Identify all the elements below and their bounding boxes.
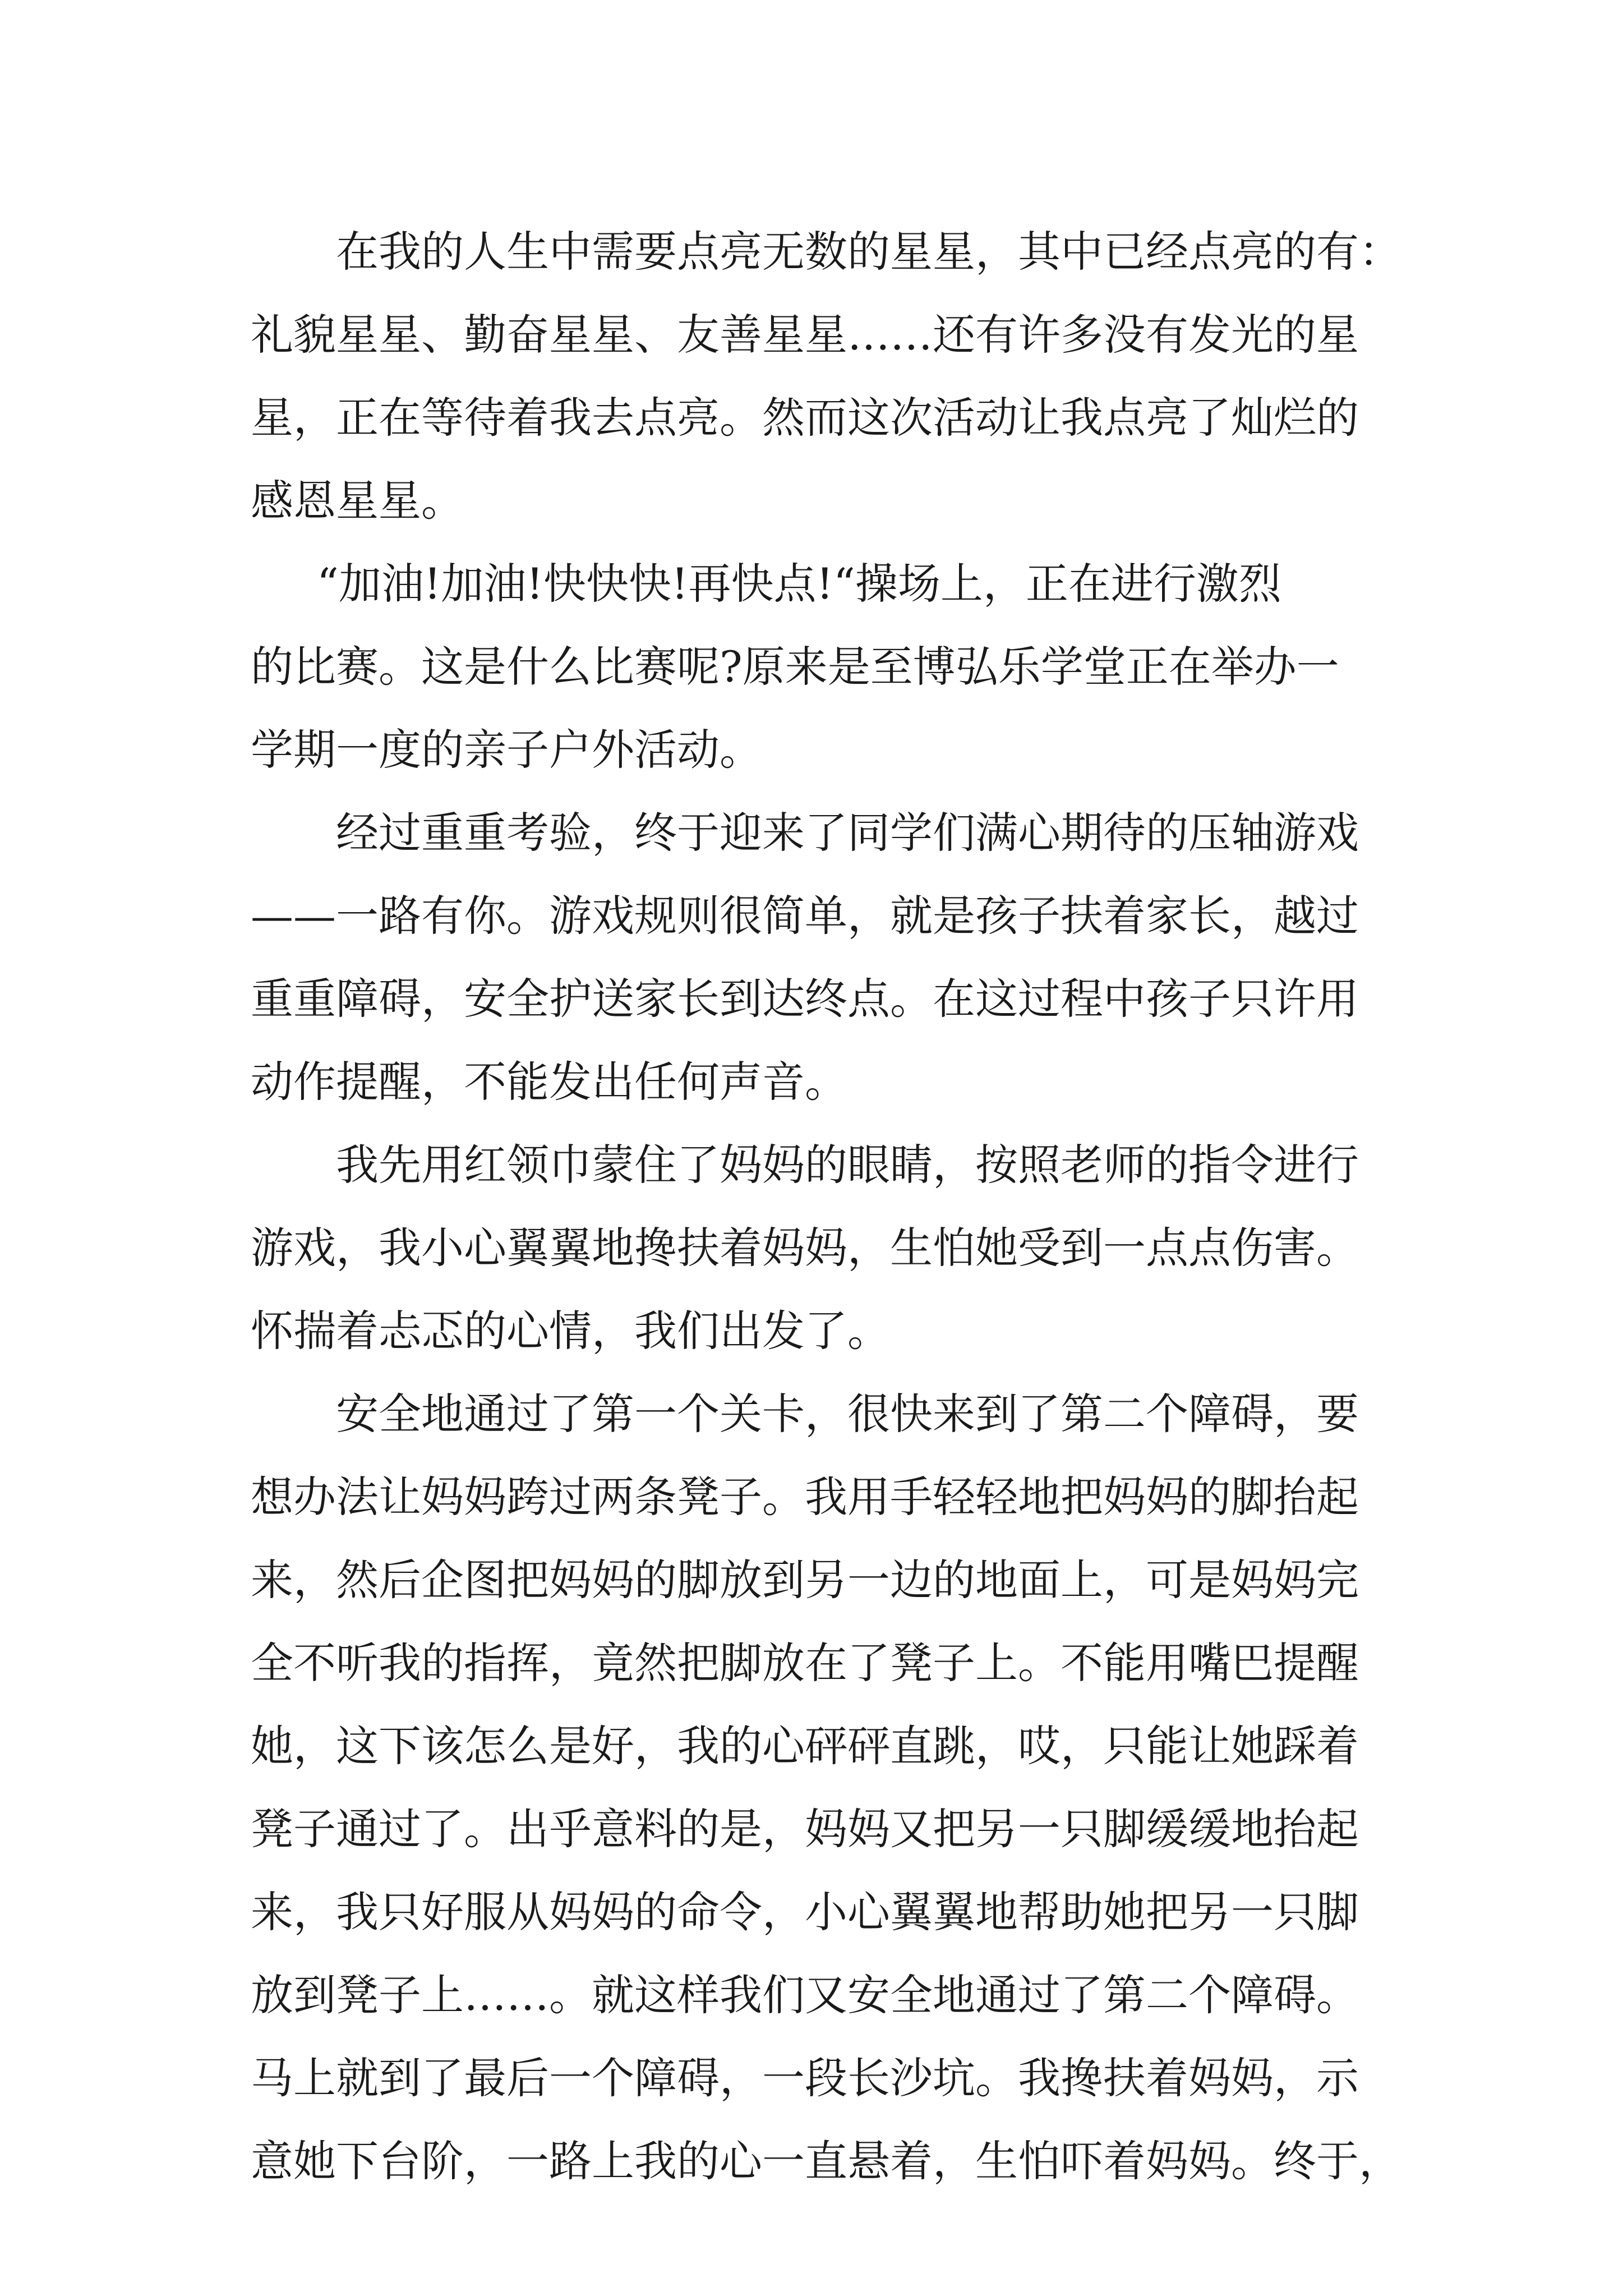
text-line: 凳子通过了。出乎意料的是，妈妈又把另一只脚缓缓地抬起	[251, 1804, 1359, 1854]
text-line: 全不听我的指挥，竟然把脚放在了凳子上。不能用嘴巴提醒	[251, 1638, 1359, 1688]
essay-body	[251, 210, 1401, 2203]
text-line: 马上就到了最后一个障碍，一段长沙坑。我搀扶着妈妈，示	[251, 2053, 1359, 2103]
paragraph-1	[251, 210, 1401, 542]
paragraph-2	[251, 542, 1384, 792]
paragraph-3	[251, 792, 1384, 1124]
text-line: 意她下台阶，一路上我的心一直悬着，生怕吓着妈妈。终于，	[251, 2136, 1401, 2186]
text-line: 在我的人生中需要点亮无数的星星，其中已经点亮的有：	[336, 227, 1401, 277]
text-line: ——一路有你。游戏规则很简单，就是孩子扶着家长，越过	[251, 891, 1359, 941]
text-line: 我先用红领巾蒙住了妈妈的眼睛，按照老师的指令进行	[336, 1140, 1359, 1190]
text-line: 星，正在等待着我去点亮。然而这次活动让我点亮了灿烂的	[251, 393, 1359, 443]
text-line: 重重障碍，安全护送家长到达终点。在这过程中孩子只许用	[251, 974, 1359, 1024]
text-line: 经过重重考验，终于迎来了同学们满心期待的压轴游戏	[336, 808, 1359, 858]
text-line: 学期一度的亲子户外活动。	[251, 725, 762, 775]
text-line: 安全地通过了第一个关卡，很快来到了第二个障碍，要	[336, 1389, 1359, 1439]
text-line: 礼貌星星、勤奋星星、友善星星……还有许多没有发光的星	[251, 310, 1359, 360]
text-line: 怀揣着忐忑的心情，我们出发了。	[251, 1306, 890, 1356]
text-line: 想办法让妈妈跨过两条凳子。我用手轻轻地把妈妈的脚抬起	[251, 1472, 1359, 1522]
text-line: 动作提醒，不能发出任何声音。	[251, 1057, 847, 1107]
text-line: 的比赛。这是什么比赛呢?原来是至博弘乐学堂正在举办一	[251, 642, 1339, 692]
paragraph-4	[251, 1124, 1384, 1373]
text-line: 来，然后企图把妈妈的脚放到另一边的地面上，可是妈妈完	[251, 1555, 1359, 1605]
text-line: 游戏，我小心翼翼地搀扶着妈妈，生怕她受到一点点伤害。	[251, 1223, 1359, 1273]
text-line: 来，我只好服从妈妈的命令，小心翼翼地帮助她把另一只脚	[251, 1887, 1359, 1937]
paragraph-5	[251, 1373, 1401, 2203]
text-line: 她，这下该怎么是好，我的心砰砰直跳，哎，只能让她踩着	[251, 1721, 1359, 1771]
text-line: “加油!加油!快快快!再快点!“操场上，正在进行激烈	[317, 559, 1281, 609]
text-line: 感恩星星。	[251, 476, 464, 526]
text-line: 放到凳子上……。就这样我们又安全地通过了第二个障碍。	[251, 1970, 1359, 2020]
